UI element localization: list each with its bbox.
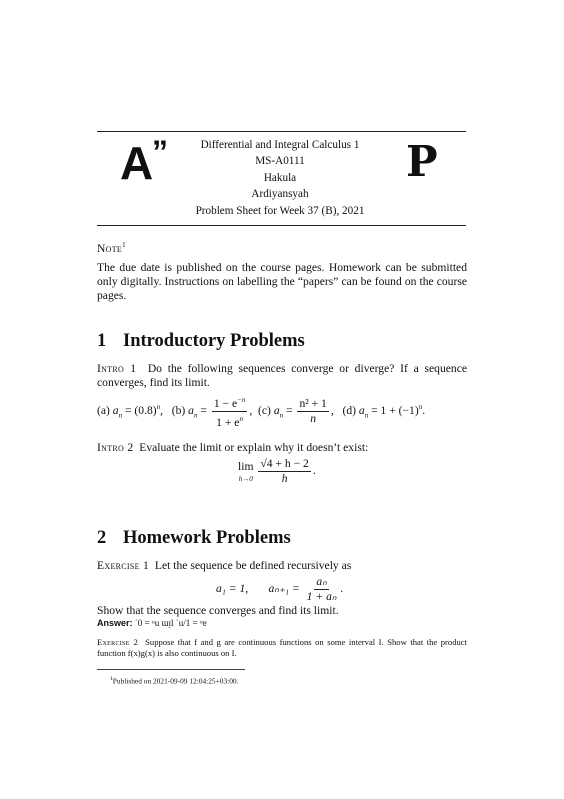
section-number: 2 [97, 528, 107, 548]
answer-label: Answer: [97, 618, 133, 628]
limit-expression: lim h→0 $\frac{√4 + h - 2}{h}$ . [238, 457, 316, 485]
part-b-denominator: 1 + e [216, 415, 240, 429]
exercise-2 [97, 637, 467, 659]
part-d-label: (d) [342, 404, 356, 418]
limit-subscript: h→0 [238, 474, 253, 483]
recursion-lhs: aₙ₊₁ = [268, 582, 300, 596]
footnote-rule [97, 669, 245, 670]
footnote [110, 674, 238, 686]
note-heading-text: Note [97, 241, 123, 255]
assistant-name: Ardiyansyah [251, 188, 309, 201]
limit-numerator: √4 + h − 2 [260, 457, 309, 470]
section-number: 1 [97, 331, 107, 351]
intro-2-label: Intro 2 [97, 441, 134, 454]
intro-1-parts: (a) $a_n = (0.8)^n$, (b) $a_n$ = $\frac{1 - e^{-n}}{1 + e^n}$ , (c) $a_n$ = $\frac{\text{n² + 1}}{n}$ , (d) $a_n = 1 + (-1)^n$. [97, 396, 426, 429]
footnote-text: Published on 2021-09-09 12:04:25+03:00. [112, 676, 239, 686]
header-bottom-rule [97, 225, 466, 226]
intro-1-label: Intro 1 [97, 362, 137, 375]
problem-logo-letter: P [406, 137, 438, 186]
part-a-label: (a) [97, 404, 110, 418]
exercise-1-label: Exercise 1 [97, 559, 150, 572]
section-title: Homework Problems [123, 528, 291, 548]
course-code: MS-A0111 [255, 155, 305, 168]
header-top-rule [97, 131, 466, 132]
intro-2 [97, 441, 467, 455]
intro-1-text: Do the following sequences converge or diverge? If a sequence converges, find its limit. [97, 362, 468, 390]
part-c-numerator: n² + 1 [299, 396, 327, 410]
limit-operator: lim [238, 460, 254, 474]
part-a-rhs: = (0.8) [124, 404, 157, 418]
recursion-formula: a₁ = 1, aₙ₊₁ = $\frac{\text{aₙ}}{\text{1 + aₙ}}$ . [216, 575, 344, 603]
intro-2-text: Evaluate the limit or explain why it doesn’t exist: [139, 441, 369, 454]
recursion-denominator: 1 + aₙ [306, 590, 337, 603]
intro-1 [97, 362, 467, 390]
answer-text: ˙0 = ᵘu ɯᴉl ˙u/1 = ᵘɐ [134, 618, 207, 628]
part-b-numerator: 1 − e [213, 396, 238, 410]
exercise-2-text: Suppose that f and g are continuous functions on some interval I. Show that the product function f(x)g(x) is also continuous on I. [97, 637, 468, 658]
part-c-denominator: n [310, 411, 317, 425]
teacher-name: Hakula [263, 171, 297, 184]
sheet-title: Problem Sheet for Week 37 (B), 2021 [195, 204, 365, 217]
note-heading [97, 238, 126, 256]
exercise-1-task: Show that the sequence converges and find its limit. [97, 604, 339, 617]
part-c-label: (c) [258, 404, 271, 418]
section-1-heading [97, 331, 305, 351]
part-b-fraction: $\frac{1 - e^{-n}}{1 + e^n}$ [213, 396, 246, 429]
section-title: Introductory Problems [123, 331, 305, 351]
limit-denominator: h [281, 472, 288, 485]
part-a-var: a [112, 404, 119, 418]
note-footnote-mark: 1 [122, 241, 126, 249]
aalto-logo-letter: A [120, 137, 152, 189]
header-info [170, 137, 390, 219]
part-b-label: (b) [171, 404, 186, 418]
part-c-fraction [297, 398, 328, 425]
exercise-2-label: Exercise 2 [97, 637, 139, 647]
course-title: Differential and Integral Calculus 1 [200, 139, 360, 151]
exercise-1 [97, 559, 467, 573]
footnote-mark: 1 [110, 676, 113, 682]
aalto-logo-quote: ” [152, 134, 168, 170]
recursion-initial: a₁ = 1, [216, 582, 249, 596]
part-d-rhs: = 1 + (−1) [371, 404, 419, 418]
section-2-heading [97, 528, 291, 548]
exercise-1-text: Let the sequence be defined recursively as [154, 559, 352, 572]
note-body: The due date is published on the course pages. Homework can be submitted only digitally. Instructions on labelling the “papers” can be found on the course pages. [97, 261, 467, 303]
recursion-numerator: aₙ [316, 575, 327, 588]
recursion-fraction [305, 576, 339, 603]
answer-line [97, 618, 207, 629]
limit-fraction [258, 458, 310, 485]
